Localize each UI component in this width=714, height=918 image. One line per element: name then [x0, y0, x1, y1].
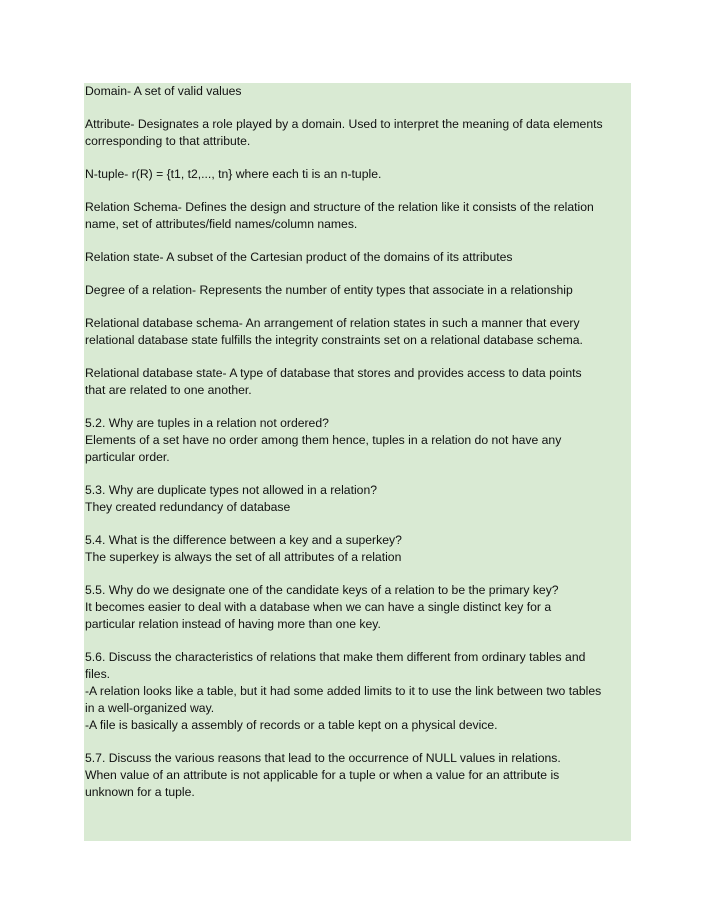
- text-line: -A relation looks like a table, but it had some added limits to it to use the link between two tables: [85, 684, 602, 698]
- text-line: 5.7. Discuss the various reasons that lead to the occurrence of NULL values in relations.: [85, 751, 561, 765]
- text-line: Attribute- Designates a role played by a domain. Used to interpret the meaning of data elements: [85, 117, 603, 131]
- paragraph-block: [85, 116, 631, 150]
- paragraph-block: [85, 415, 631, 466]
- text-line: They created redundancy of database: [85, 500, 291, 514]
- paragraph-block: [85, 315, 631, 349]
- text-line: that are related to one another.: [85, 383, 252, 397]
- text-line: name, set of attributes/field names/column names.: [85, 217, 358, 231]
- text-line: particular order.: [85, 450, 170, 464]
- text-line: 5.5. Why do we designate one of the candidate keys of a relation to be the primary key?: [85, 583, 559, 597]
- text-line: -A file is basically a assembly of records or a table kept on a physical device.: [85, 718, 498, 732]
- text-line: particular relation instead of having more than one key.: [85, 617, 381, 631]
- paragraph-block: [85, 482, 631, 516]
- text-line: 5.3. Why are duplicate types not allowed in a relation?: [85, 483, 377, 497]
- highlighted-text-area: [84, 83, 631, 841]
- text-line: unknown for a tuple.: [85, 785, 195, 799]
- text-line: It becomes easier to deal with a database when we can have a single distinct key for a: [85, 600, 552, 614]
- paragraph-block: [85, 166, 631, 183]
- paragraph-block: [85, 83, 631, 100]
- text-line: Relational database schema- An arrangement of relation states in such a manner that every: [85, 316, 580, 330]
- paragraph-block: [85, 199, 631, 233]
- text-line: Relation Schema- Defines the design and structure of the relation like it consists of the relation: [85, 200, 594, 214]
- paragraph-block: [85, 750, 631, 801]
- paragraph-block: [85, 282, 631, 299]
- text-line: in a well-organized way.: [85, 701, 215, 715]
- paragraph-block: [85, 365, 631, 399]
- text-line: Domain- A set of valid values: [85, 84, 242, 98]
- text-line: Relation state- A subset of the Cartesian product of the domains of its attributes: [85, 250, 513, 264]
- text-line: Elements of a set have no order among them hence, tuples in a relation do not have any: [85, 433, 562, 447]
- text-line: Relational database state- A type of database that stores and provides access to data points: [85, 366, 582, 380]
- text-line: relational database state fulfills the integrity constraints set on a relational database schema.: [85, 333, 583, 347]
- paragraph-block: [85, 649, 631, 734]
- text-line: When value of an attribute is not applicable for a tuple or when a value for an attribute is: [85, 768, 560, 782]
- text-line: N-tuple- r(R) = {t1, t2,..., tn} where each ti is an n-tuple.: [85, 167, 382, 181]
- text-line: 5.2. Why are tuples in a relation not ordered?: [85, 416, 329, 430]
- text-line: The superkey is always the set of all attributes of a relation: [85, 550, 402, 564]
- text-line: Degree of a relation- Represents the number of entity types that associate in a relationship: [85, 283, 573, 297]
- text-line: 5.4. What is the difference between a key and a superkey?: [85, 533, 402, 547]
- text-line: corresponding to that attribute.: [85, 134, 251, 148]
- text-line: files.: [85, 667, 111, 681]
- paragraph-block: [85, 249, 631, 266]
- text-line: 5.6. Discuss the characteristics of relations that make them different from ordinary tables and: [85, 650, 586, 664]
- paragraph-block: [85, 532, 631, 566]
- paragraph-block: [85, 582, 631, 633]
